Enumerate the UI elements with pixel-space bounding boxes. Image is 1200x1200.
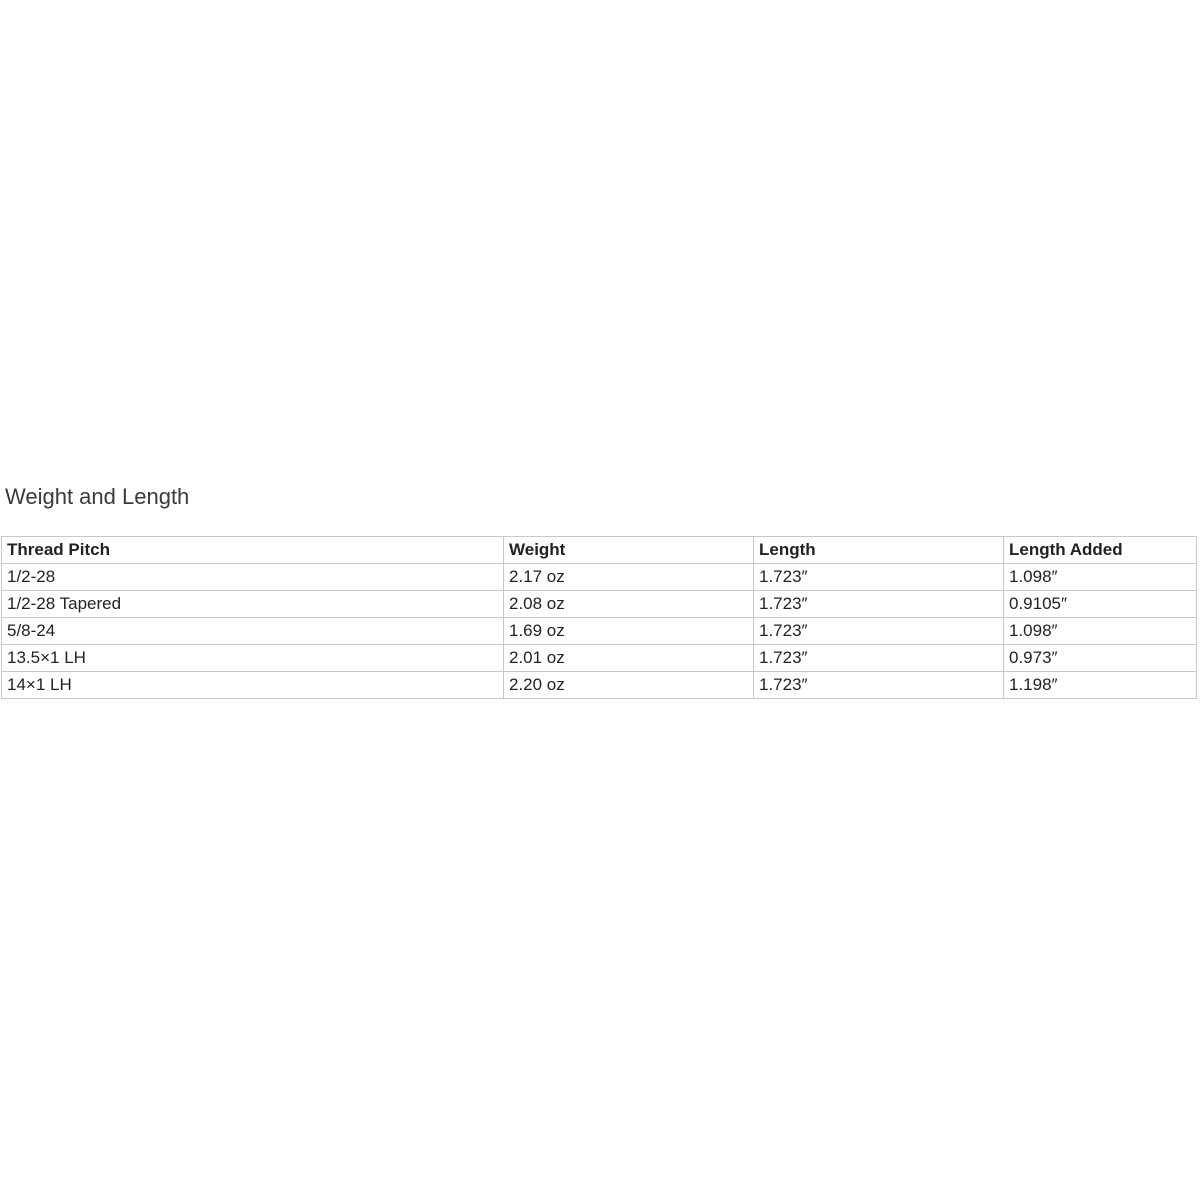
cell-weight: 2.17 oz bbox=[504, 564, 754, 591]
cell-length: 1.723″ bbox=[754, 645, 1004, 672]
table-row bbox=[2, 564, 1197, 591]
cell-weight: 2.08 oz bbox=[504, 591, 754, 618]
cell-thread-pitch: 13.5×1 LH bbox=[2, 645, 504, 672]
cell-length: 1.723″ bbox=[754, 672, 1004, 699]
spec-table bbox=[1, 536, 1197, 699]
table-row bbox=[2, 672, 1197, 699]
col-header-thread-pitch: Thread Pitch bbox=[2, 537, 504, 564]
cell-length-added: 1.098″ bbox=[1004, 564, 1197, 591]
cell-length-added: 0.973″ bbox=[1004, 645, 1197, 672]
cell-weight: 2.01 oz bbox=[504, 645, 754, 672]
cell-length-added: 0.9105″ bbox=[1004, 591, 1197, 618]
cell-thread-pitch: 5/8-24 bbox=[2, 618, 504, 645]
cell-thread-pitch: 14×1 LH bbox=[2, 672, 504, 699]
table-row bbox=[2, 645, 1197, 672]
cell-length: 1.723″ bbox=[754, 591, 1004, 618]
col-header-length-added: Length Added bbox=[1004, 537, 1197, 564]
table-header-row bbox=[2, 537, 1197, 564]
cell-length: 1.723″ bbox=[754, 618, 1004, 645]
cell-length-added: 1.198″ bbox=[1004, 672, 1197, 699]
section-heading: Weight and Length bbox=[5, 484, 190, 509]
cell-weight: 2.20 oz bbox=[504, 672, 754, 699]
cell-thread-pitch: 1/2-28 bbox=[2, 564, 504, 591]
table-row bbox=[2, 618, 1197, 645]
cell-length-added: 1.098″ bbox=[1004, 618, 1197, 645]
col-header-weight: Weight bbox=[504, 537, 754, 564]
cell-weight: 1.69 oz bbox=[504, 618, 754, 645]
col-header-length: Length bbox=[754, 537, 1004, 564]
cell-length: 1.723″ bbox=[754, 564, 1004, 591]
table-row bbox=[2, 591, 1197, 618]
cell-thread-pitch: 1/2-28 Tapered bbox=[2, 591, 504, 618]
